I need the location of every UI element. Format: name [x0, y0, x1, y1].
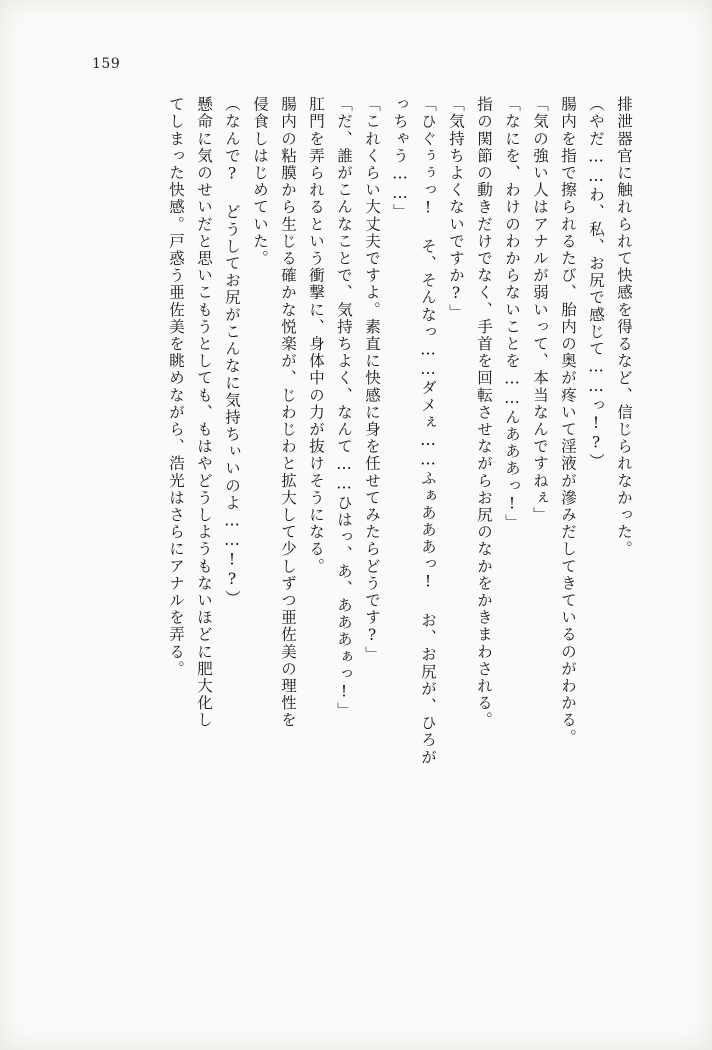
- text-line: 「これくらい大丈夫ですよ。素直に快感に身を任せてみたらどうです?」: [363, 96, 381, 663]
- text-line: 「気持ちよくないですか?」: [447, 96, 465, 321]
- text-line: 指の関節の動きだけでなく、手首を回転させながらお尻のなかをかきまわされる。: [475, 96, 493, 729]
- text-line: 「気の強い人はアナルが弱いって、本当なんですねぇ」: [531, 96, 549, 524]
- text-line: 懸命に気のせいだと思いこもうとしても、もはやどうしようもないほどに肥大化し: [195, 96, 213, 729]
- text-line: （やだ……わ、私、お尻で感じて……っ!?）: [587, 96, 605, 471]
- text-line: 排泄器官に触れられて快感を得るなど、信じられなかった。: [615, 96, 633, 558]
- text-line: 「ひぐぅぅっ! そ、そんなっ……ダメぇ……ふぁあああっ! お、お尻が、ひろが: [419, 96, 437, 766]
- text-line: 「だ、誰がこんなことで、気持ちよく、なんて……ひはっ、あ、あああぁっ!」: [335, 96, 353, 720]
- text-line: 肛門を弄られるという衝撃に、身体中の力が抜けそうになる。: [307, 96, 325, 575]
- text-line: 侵食しはじめていた。: [251, 96, 269, 267]
- page-text-block: [70, 96, 638, 980]
- text-line: っちゃう……」: [391, 96, 409, 221]
- text-line: （なんで? どうしてお尻がこんなに気持ちぃいのよ……!?）: [223, 96, 241, 607]
- page-number: 159: [92, 56, 121, 72]
- text-line: てしまった快感。戸惑う亜佐美を眺めながら、浩光はさらにアナルを弄る。: [167, 96, 185, 678]
- text-line: 腸内の粘膜から生じる確かな悦楽が、じわじわと拡大して少しずつ亜佐美の理性を: [279, 96, 297, 729]
- text-line: 腸内を指で擦られるたび、胎内の奥が疼いて淫液が滲みだしてきているのがわかる。: [559, 96, 577, 746]
- text-line: 「なにを、わけのわからないことを……んあああっ!」: [503, 96, 521, 531]
